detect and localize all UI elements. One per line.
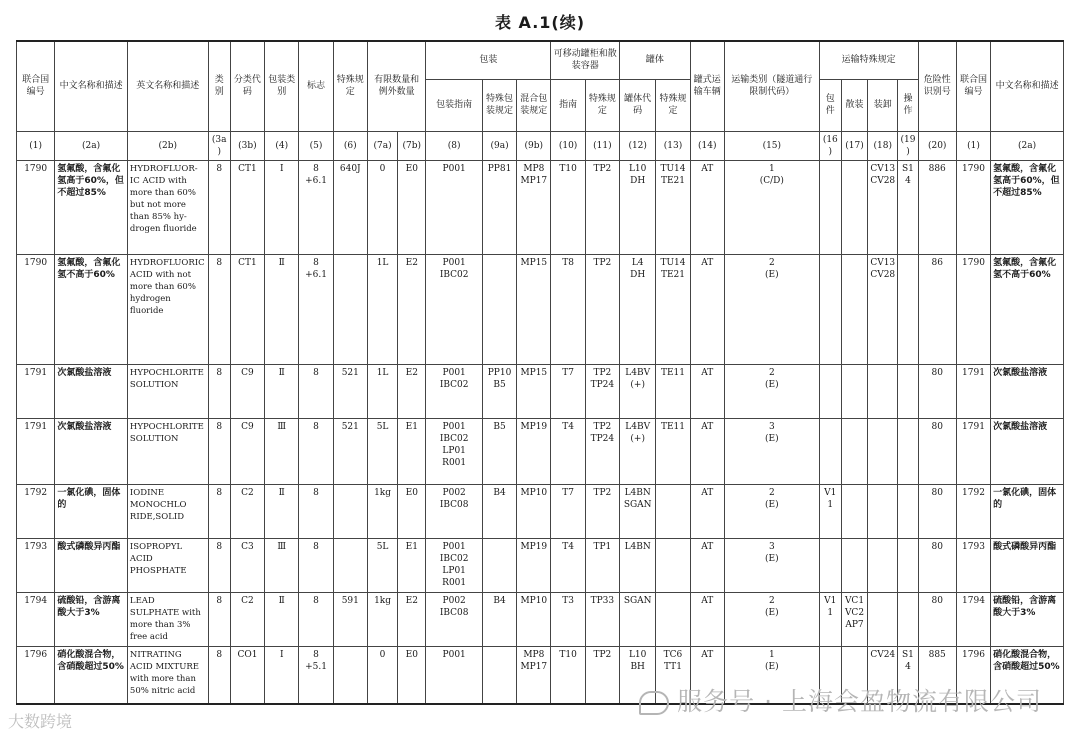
watermark-text: 服务号 · 上海会盈物流有限公司 bbox=[677, 687, 1042, 716]
column-number: (14) bbox=[690, 131, 724, 160]
cell-en: NITRATING ACID MIXTURE with more than 50% nitric acid bbox=[127, 646, 208, 704]
cell-c5: 8 bbox=[299, 364, 333, 418]
cell-c19 bbox=[898, 364, 918, 418]
cell-c12: SGAN bbox=[620, 592, 656, 646]
hdr-class: 类别 bbox=[208, 41, 230, 131]
cell-en: LEAD SULPHATE with more than 3% free acid bbox=[127, 592, 208, 646]
cell-c18 bbox=[868, 538, 898, 592]
hdr-tp-instr: 指南 bbox=[551, 79, 585, 131]
cell-c13: TC6 TT1 bbox=[656, 646, 690, 704]
column-number: (2b) bbox=[127, 131, 208, 160]
table-row bbox=[17, 160, 1064, 254]
cell-c3a: 8 bbox=[208, 364, 230, 418]
cell-c7a: 1L bbox=[367, 254, 397, 364]
cell-c7b: E0 bbox=[398, 484, 426, 538]
cell-c7a: 0 bbox=[367, 646, 397, 704]
cell-c13: TE11 bbox=[656, 418, 690, 484]
cell-c6: 521 bbox=[333, 418, 367, 484]
cell-c4: Ⅱ bbox=[265, 254, 299, 364]
cell-c15: 3 (E) bbox=[724, 538, 819, 592]
cell-un2: 1793 bbox=[956, 538, 990, 592]
cell-c4: Ⅰ bbox=[265, 160, 299, 254]
cell-c12: L4 DH bbox=[620, 254, 656, 364]
cell-c10: T10 bbox=[551, 160, 585, 254]
cell-c9b: MP8 MP17 bbox=[517, 646, 551, 704]
hdr-tp-special: 特殊规定 bbox=[585, 79, 619, 131]
cell-c18: CV13 CV28 bbox=[868, 254, 898, 364]
cell-c19: S14 bbox=[898, 646, 918, 704]
hdr-transport-cat: 运输类别（隧道通行限制代码） bbox=[724, 41, 819, 131]
column-number: (15) bbox=[724, 131, 819, 160]
cell-c15: 1 (C/D) bbox=[724, 160, 819, 254]
cell-zh2: 硫酸铅，含游离酸大于3% bbox=[991, 592, 1064, 646]
cell-c10: T10 bbox=[551, 646, 585, 704]
cell-c17 bbox=[841, 160, 867, 254]
cell-c9b: MP19 bbox=[517, 538, 551, 592]
cell-c5: 8 +5.1 bbox=[299, 646, 333, 704]
hdr-tank-special: 特殊规定 bbox=[656, 79, 690, 131]
cell-un: 1796 bbox=[17, 646, 55, 704]
cell-c14: AT bbox=[690, 364, 724, 418]
column-number: (7b) bbox=[398, 131, 426, 160]
cell-c9b: MP15 bbox=[517, 254, 551, 364]
cell-zh2: 酸式磷酸异丙酯 bbox=[991, 538, 1064, 592]
cell-c9b: MP10 bbox=[517, 592, 551, 646]
hdr-name-zh: 中文名称和描述 bbox=[55, 41, 128, 131]
cell-c9a bbox=[482, 254, 516, 364]
cell-c11: TP2 bbox=[585, 484, 619, 538]
table-row bbox=[17, 538, 1064, 592]
cell-c8: P001 IBC02 bbox=[426, 364, 482, 418]
cell-c14: AT bbox=[690, 646, 724, 704]
cell-c5: 8 bbox=[299, 484, 333, 538]
cell-c11: TP33 bbox=[585, 592, 619, 646]
column-number: (13) bbox=[656, 131, 690, 160]
hdr-packaging: 包装 bbox=[426, 41, 551, 79]
cell-c7b: E2 bbox=[398, 364, 426, 418]
cell-c3b: CO1 bbox=[230, 646, 264, 704]
cell-c3b: C3 bbox=[230, 538, 264, 592]
cell-c17 bbox=[841, 484, 867, 538]
cell-c9a bbox=[482, 646, 516, 704]
cell-c15: 2 (E) bbox=[724, 364, 819, 418]
cell-c16 bbox=[819, 538, 841, 592]
cell-zh2: 一氯化碘，固体的 bbox=[991, 484, 1064, 538]
cell-c7b: E0 bbox=[398, 160, 426, 254]
cell-c17 bbox=[841, 418, 867, 484]
table-title: 表 A.1(续) bbox=[494, 13, 586, 32]
cell-c9a bbox=[482, 538, 516, 592]
hdr-un-no: 联合国编号 bbox=[17, 41, 55, 131]
cell-c18: CV24 bbox=[868, 646, 898, 704]
column-number: (3b) bbox=[230, 131, 264, 160]
table-body bbox=[17, 160, 1064, 704]
cell-c3a: 8 bbox=[208, 160, 230, 254]
cell-c17 bbox=[841, 254, 867, 364]
cell-un: 1792 bbox=[17, 484, 55, 538]
cell-c6 bbox=[333, 484, 367, 538]
cell-un2: 1792 bbox=[956, 484, 990, 538]
cell-c8: P001 IBC02 LP01 R001 bbox=[426, 418, 482, 484]
table-row bbox=[17, 364, 1064, 418]
cell-zh2: 氢氟酸，含氟化氢不高于60% bbox=[991, 254, 1064, 364]
cell-c5: 8 bbox=[299, 592, 333, 646]
cell-c8: P001 bbox=[426, 646, 482, 704]
hdr-limited: 有限数量和例外数量 bbox=[367, 41, 426, 131]
cell-un2: 1794 bbox=[956, 592, 990, 646]
cell-zh: 次氯酸盐溶液 bbox=[55, 364, 128, 418]
cell-c4: Ⅲ bbox=[265, 538, 299, 592]
table-row bbox=[17, 418, 1064, 484]
cell-c12: L10 DH bbox=[620, 160, 656, 254]
cell-c11: TP2 TP24 bbox=[585, 418, 619, 484]
hdr-name-en: 英文名称和描述 bbox=[127, 41, 208, 131]
cell-c3a: 8 bbox=[208, 592, 230, 646]
column-number: (1) bbox=[17, 131, 55, 160]
hdr-class-code: 分类代码 bbox=[230, 41, 264, 131]
cell-zh: 硫酸铅，含游离酸大于3% bbox=[55, 592, 128, 646]
watermark bbox=[639, 682, 1042, 718]
cell-c4: Ⅱ bbox=[265, 484, 299, 538]
column-number: (6) bbox=[333, 131, 367, 160]
cell-c7b: E1 bbox=[398, 538, 426, 592]
cell-c4: Ⅲ bbox=[265, 418, 299, 484]
cell-c7b: E2 bbox=[398, 592, 426, 646]
cell-c15: 1 (E) bbox=[724, 646, 819, 704]
cell-c3b: C2 bbox=[230, 592, 264, 646]
cell-c8: P001 IBC02 LP01 R001 bbox=[426, 538, 482, 592]
cell-c9a: B4 bbox=[482, 592, 516, 646]
cell-c20: 886 bbox=[918, 160, 956, 254]
cell-c7a: 1kg bbox=[367, 592, 397, 646]
cell-en: HYPOCHLORITE SOLUTION bbox=[127, 364, 208, 418]
cell-c6 bbox=[333, 254, 367, 364]
column-number: (18) bbox=[868, 131, 898, 160]
cell-c14: AT bbox=[690, 418, 724, 484]
cell-c14: AT bbox=[690, 592, 724, 646]
cell-c5: 8 bbox=[299, 538, 333, 592]
column-number: (3a) bbox=[208, 131, 230, 160]
cell-un2: 1791 bbox=[956, 418, 990, 484]
cell-c19 bbox=[898, 254, 918, 364]
cell-c9a: B5 bbox=[482, 418, 516, 484]
cell-c19 bbox=[898, 538, 918, 592]
cell-c14: AT bbox=[690, 254, 724, 364]
hdr-name-zh-2: 中文名称和描述 bbox=[991, 41, 1064, 131]
cell-c10: T3 bbox=[551, 592, 585, 646]
cell-c15: 2 (E) bbox=[724, 484, 819, 538]
cell-c3a: 8 bbox=[208, 418, 230, 484]
column-number: (4) bbox=[265, 131, 299, 160]
cell-c7a: 5L bbox=[367, 418, 397, 484]
cell-un: 1790 bbox=[17, 254, 55, 364]
cell-c5: 8 +6.1 bbox=[299, 160, 333, 254]
cell-c5: 8 bbox=[299, 418, 333, 484]
cell-c3b: CT1 bbox=[230, 254, 264, 364]
cell-c9b: MP10 bbox=[517, 484, 551, 538]
cell-c20: 80 bbox=[918, 364, 956, 418]
column-number: (2a) bbox=[55, 131, 128, 160]
hdr-pk-special: 特殊包装规定 bbox=[482, 79, 516, 131]
hdr-pk-instr: 包装指南 bbox=[426, 79, 482, 131]
hdr-vehicle: 罐式运输车辆 bbox=[690, 41, 724, 131]
cell-c8: P002 IBC08 bbox=[426, 484, 482, 538]
cell-c11: TP1 bbox=[585, 538, 619, 592]
column-number-row bbox=[17, 131, 1064, 160]
cell-c16 bbox=[819, 254, 841, 364]
table-row bbox=[17, 592, 1064, 646]
cell-zh: 氢氟酸，含氟化氢不高于60% bbox=[55, 254, 128, 364]
cell-c16 bbox=[819, 160, 841, 254]
cell-c16: V11 bbox=[819, 592, 841, 646]
cell-c7b: E1 bbox=[398, 418, 426, 484]
cell-c6: 591 bbox=[333, 592, 367, 646]
cell-c9b: MP8 MP17 bbox=[517, 160, 551, 254]
cell-c6 bbox=[333, 646, 367, 704]
cell-c3a: 8 bbox=[208, 646, 230, 704]
cell-c12: L4BN SGAN bbox=[620, 484, 656, 538]
cell-c16 bbox=[819, 418, 841, 484]
cell-c6: 521 bbox=[333, 364, 367, 418]
cell-c10: T8 bbox=[551, 254, 585, 364]
column-number: (16) bbox=[819, 131, 841, 160]
cell-en: HYDROFLUORIC ACID with not more than 60% hydrogen fluoride bbox=[127, 254, 208, 364]
cell-c11: TP2 TP24 bbox=[585, 364, 619, 418]
cell-c3b: C9 bbox=[230, 418, 264, 484]
cell-c19 bbox=[898, 418, 918, 484]
cell-c10: T4 bbox=[551, 538, 585, 592]
cell-c7a: 1L bbox=[367, 364, 397, 418]
cell-c8: P001 bbox=[426, 160, 482, 254]
cell-zh2: 次氯酸盐溶液 bbox=[991, 418, 1064, 484]
cell-c9a: B4 bbox=[482, 484, 516, 538]
cell-c9b: MP15 bbox=[517, 364, 551, 418]
cell-c18 bbox=[868, 592, 898, 646]
hdr-pack-group: 包装类别 bbox=[265, 41, 299, 131]
cell-c10: T4 bbox=[551, 418, 585, 484]
cell-un2: 1791 bbox=[956, 364, 990, 418]
cell-c5: 8 +6.1 bbox=[299, 254, 333, 364]
cell-c15: 2 (E) bbox=[724, 254, 819, 364]
cell-c7a: 1kg bbox=[367, 484, 397, 538]
hdr-label: 标志 bbox=[299, 41, 333, 131]
cell-c14: AT bbox=[690, 538, 724, 592]
cell-zh2: 次氯酸盐溶液 bbox=[991, 364, 1064, 418]
cell-c7a: 0 bbox=[367, 160, 397, 254]
column-number: (9a) bbox=[482, 131, 516, 160]
hdr-tank: 罐体 bbox=[620, 41, 691, 79]
cell-c4: Ⅰ bbox=[265, 646, 299, 704]
cell-c14: AT bbox=[690, 484, 724, 538]
column-number: (17) bbox=[841, 131, 867, 160]
column-number: (12) bbox=[620, 131, 656, 160]
cell-c18 bbox=[868, 418, 898, 484]
cell-c20: 80 bbox=[918, 484, 956, 538]
cell-c20: 885 bbox=[918, 646, 956, 704]
table-row bbox=[17, 484, 1064, 538]
cell-c17 bbox=[841, 364, 867, 418]
cell-c8: P001 IBC02 bbox=[426, 254, 482, 364]
cell-c19 bbox=[898, 592, 918, 646]
cell-c3a: 8 bbox=[208, 484, 230, 538]
hdr-un-no-2: 联合国编号 bbox=[956, 41, 990, 131]
cell-c7a: 5L bbox=[367, 538, 397, 592]
cell-c3b: CT1 bbox=[230, 160, 264, 254]
cell-c14: AT bbox=[690, 160, 724, 254]
cell-c17 bbox=[841, 538, 867, 592]
dangerous-goods-table bbox=[16, 40, 1064, 705]
cell-c9a: PP10 B5 bbox=[482, 364, 516, 418]
column-number: (2a) bbox=[991, 131, 1064, 160]
hdr-ts-bulk: 散装 bbox=[841, 79, 867, 131]
cell-c6: 640J bbox=[333, 160, 367, 254]
cell-un: 1791 bbox=[17, 418, 55, 484]
cell-c20: 80 bbox=[918, 592, 956, 646]
cell-c13 bbox=[656, 538, 690, 592]
hdr-ts-package: 包件 bbox=[819, 79, 841, 131]
cell-zh: 一氯化碘，固体的 bbox=[55, 484, 128, 538]
cell-un2: 1796 bbox=[956, 646, 990, 704]
cell-zh: 酸式磷酸异丙酯 bbox=[55, 538, 128, 592]
cell-c3b: C2 bbox=[230, 484, 264, 538]
column-number: (9b) bbox=[517, 131, 551, 160]
cell-c12: L4BN bbox=[620, 538, 656, 592]
column-number: (7a) bbox=[367, 131, 397, 160]
cell-c13: TU14 TE21 bbox=[656, 160, 690, 254]
column-number: (10) bbox=[551, 131, 585, 160]
cell-c20: 80 bbox=[918, 538, 956, 592]
cell-un2: 1790 bbox=[956, 160, 990, 254]
cell-zh2: 氢氟酸，含氟化氢高于60%，但不超过85% bbox=[991, 160, 1064, 254]
cell-c13: TE11 bbox=[656, 364, 690, 418]
cell-c7b: E0 bbox=[398, 646, 426, 704]
cell-c20: 86 bbox=[918, 254, 956, 364]
cell-c4: Ⅱ bbox=[265, 592, 299, 646]
cell-c9a: PP81 bbox=[482, 160, 516, 254]
cell-un: 1790 bbox=[17, 160, 55, 254]
cell-c15: 2 (E) bbox=[724, 592, 819, 646]
cell-c3b: C9 bbox=[230, 364, 264, 418]
cell-c11: TP2 bbox=[585, 160, 619, 254]
cell-c6 bbox=[333, 538, 367, 592]
cell-c12: L4BV (+) bbox=[620, 418, 656, 484]
cell-en: ISOPROPYL ACID PHOSPHATE bbox=[127, 538, 208, 592]
cell-c13: TU14 TE21 bbox=[656, 254, 690, 364]
cell-c9b: MP19 bbox=[517, 418, 551, 484]
hdr-ts-loading: 装卸 bbox=[868, 79, 898, 131]
cell-c10: T7 bbox=[551, 484, 585, 538]
column-number: (20) bbox=[918, 131, 956, 160]
cell-zh: 次氯酸盐溶液 bbox=[55, 418, 128, 484]
hdr-tank-code: 罐体代码 bbox=[620, 79, 656, 131]
cell-c17: VC1 VC2 AP7 bbox=[841, 592, 867, 646]
watermark-2: 大数跨境 bbox=[8, 712, 73, 731]
column-number: (8) bbox=[426, 131, 482, 160]
cell-c18 bbox=[868, 364, 898, 418]
cell-c11: TP2 bbox=[585, 646, 619, 704]
hdr-tank-portable: 可移动罐柜和散装容器 bbox=[551, 41, 620, 79]
column-number: (11) bbox=[585, 131, 619, 160]
cell-un: 1793 bbox=[17, 538, 55, 592]
hdr-special: 特殊规定 bbox=[333, 41, 367, 131]
cell-zh2: 硝化酸混合物，含硝酸超过50% bbox=[991, 646, 1064, 704]
hdr-pk-mixed: 混合包装规定 bbox=[517, 79, 551, 131]
cell-c12: L4BV (+) bbox=[620, 364, 656, 418]
cell-c7b: E2 bbox=[398, 254, 426, 364]
hdr-transport-special: 运输特殊规定 bbox=[819, 41, 918, 79]
cell-zh: 硝化酸混合物，含硝酸超过50% bbox=[55, 646, 128, 704]
cell-c18 bbox=[868, 484, 898, 538]
column-number: (1) bbox=[956, 131, 990, 160]
table-row bbox=[17, 254, 1064, 364]
cell-c16 bbox=[819, 364, 841, 418]
cell-c19 bbox=[898, 484, 918, 538]
column-number: (19) bbox=[898, 131, 918, 160]
cell-c10: T7 bbox=[551, 364, 585, 418]
cell-c8: P002 IBC08 bbox=[426, 592, 482, 646]
cell-c3a: 8 bbox=[208, 254, 230, 364]
cell-en: IODINE MONOCHLO RIDE,SOLID bbox=[127, 484, 208, 538]
cell-c19: S14 bbox=[898, 160, 918, 254]
cell-un: 1791 bbox=[17, 364, 55, 418]
cell-c11: TP2 bbox=[585, 254, 619, 364]
cell-c3a: 8 bbox=[208, 538, 230, 592]
hdr-ts-operation: 操作 bbox=[898, 79, 918, 131]
hdr-hazard-id: 危险性识别号 bbox=[918, 41, 956, 131]
cell-c13 bbox=[656, 484, 690, 538]
cell-un2: 1790 bbox=[956, 254, 990, 364]
wechat-icon bbox=[639, 691, 669, 715]
cell-c20: 80 bbox=[918, 418, 956, 484]
cell-c13 bbox=[656, 592, 690, 646]
cell-c4: Ⅱ bbox=[265, 364, 299, 418]
cell-c15: 3 (E) bbox=[724, 418, 819, 484]
cell-c16: V11 bbox=[819, 484, 841, 538]
cell-c12: L10 BH bbox=[620, 646, 656, 704]
cell-zh: 氢氟酸，含氟化氢高于60%，但不超过85% bbox=[55, 160, 128, 254]
column-number: (5) bbox=[299, 131, 333, 160]
cell-en: HYDROFLUOR-IC ACID with more than 60% but not more than 85% hy-drogen fluoride bbox=[127, 160, 208, 254]
cell-en: HYPOCHLORITE SOLUTION bbox=[127, 418, 208, 484]
cell-un: 1794 bbox=[17, 592, 55, 646]
cell-c18: CV13 CV28 bbox=[868, 160, 898, 254]
